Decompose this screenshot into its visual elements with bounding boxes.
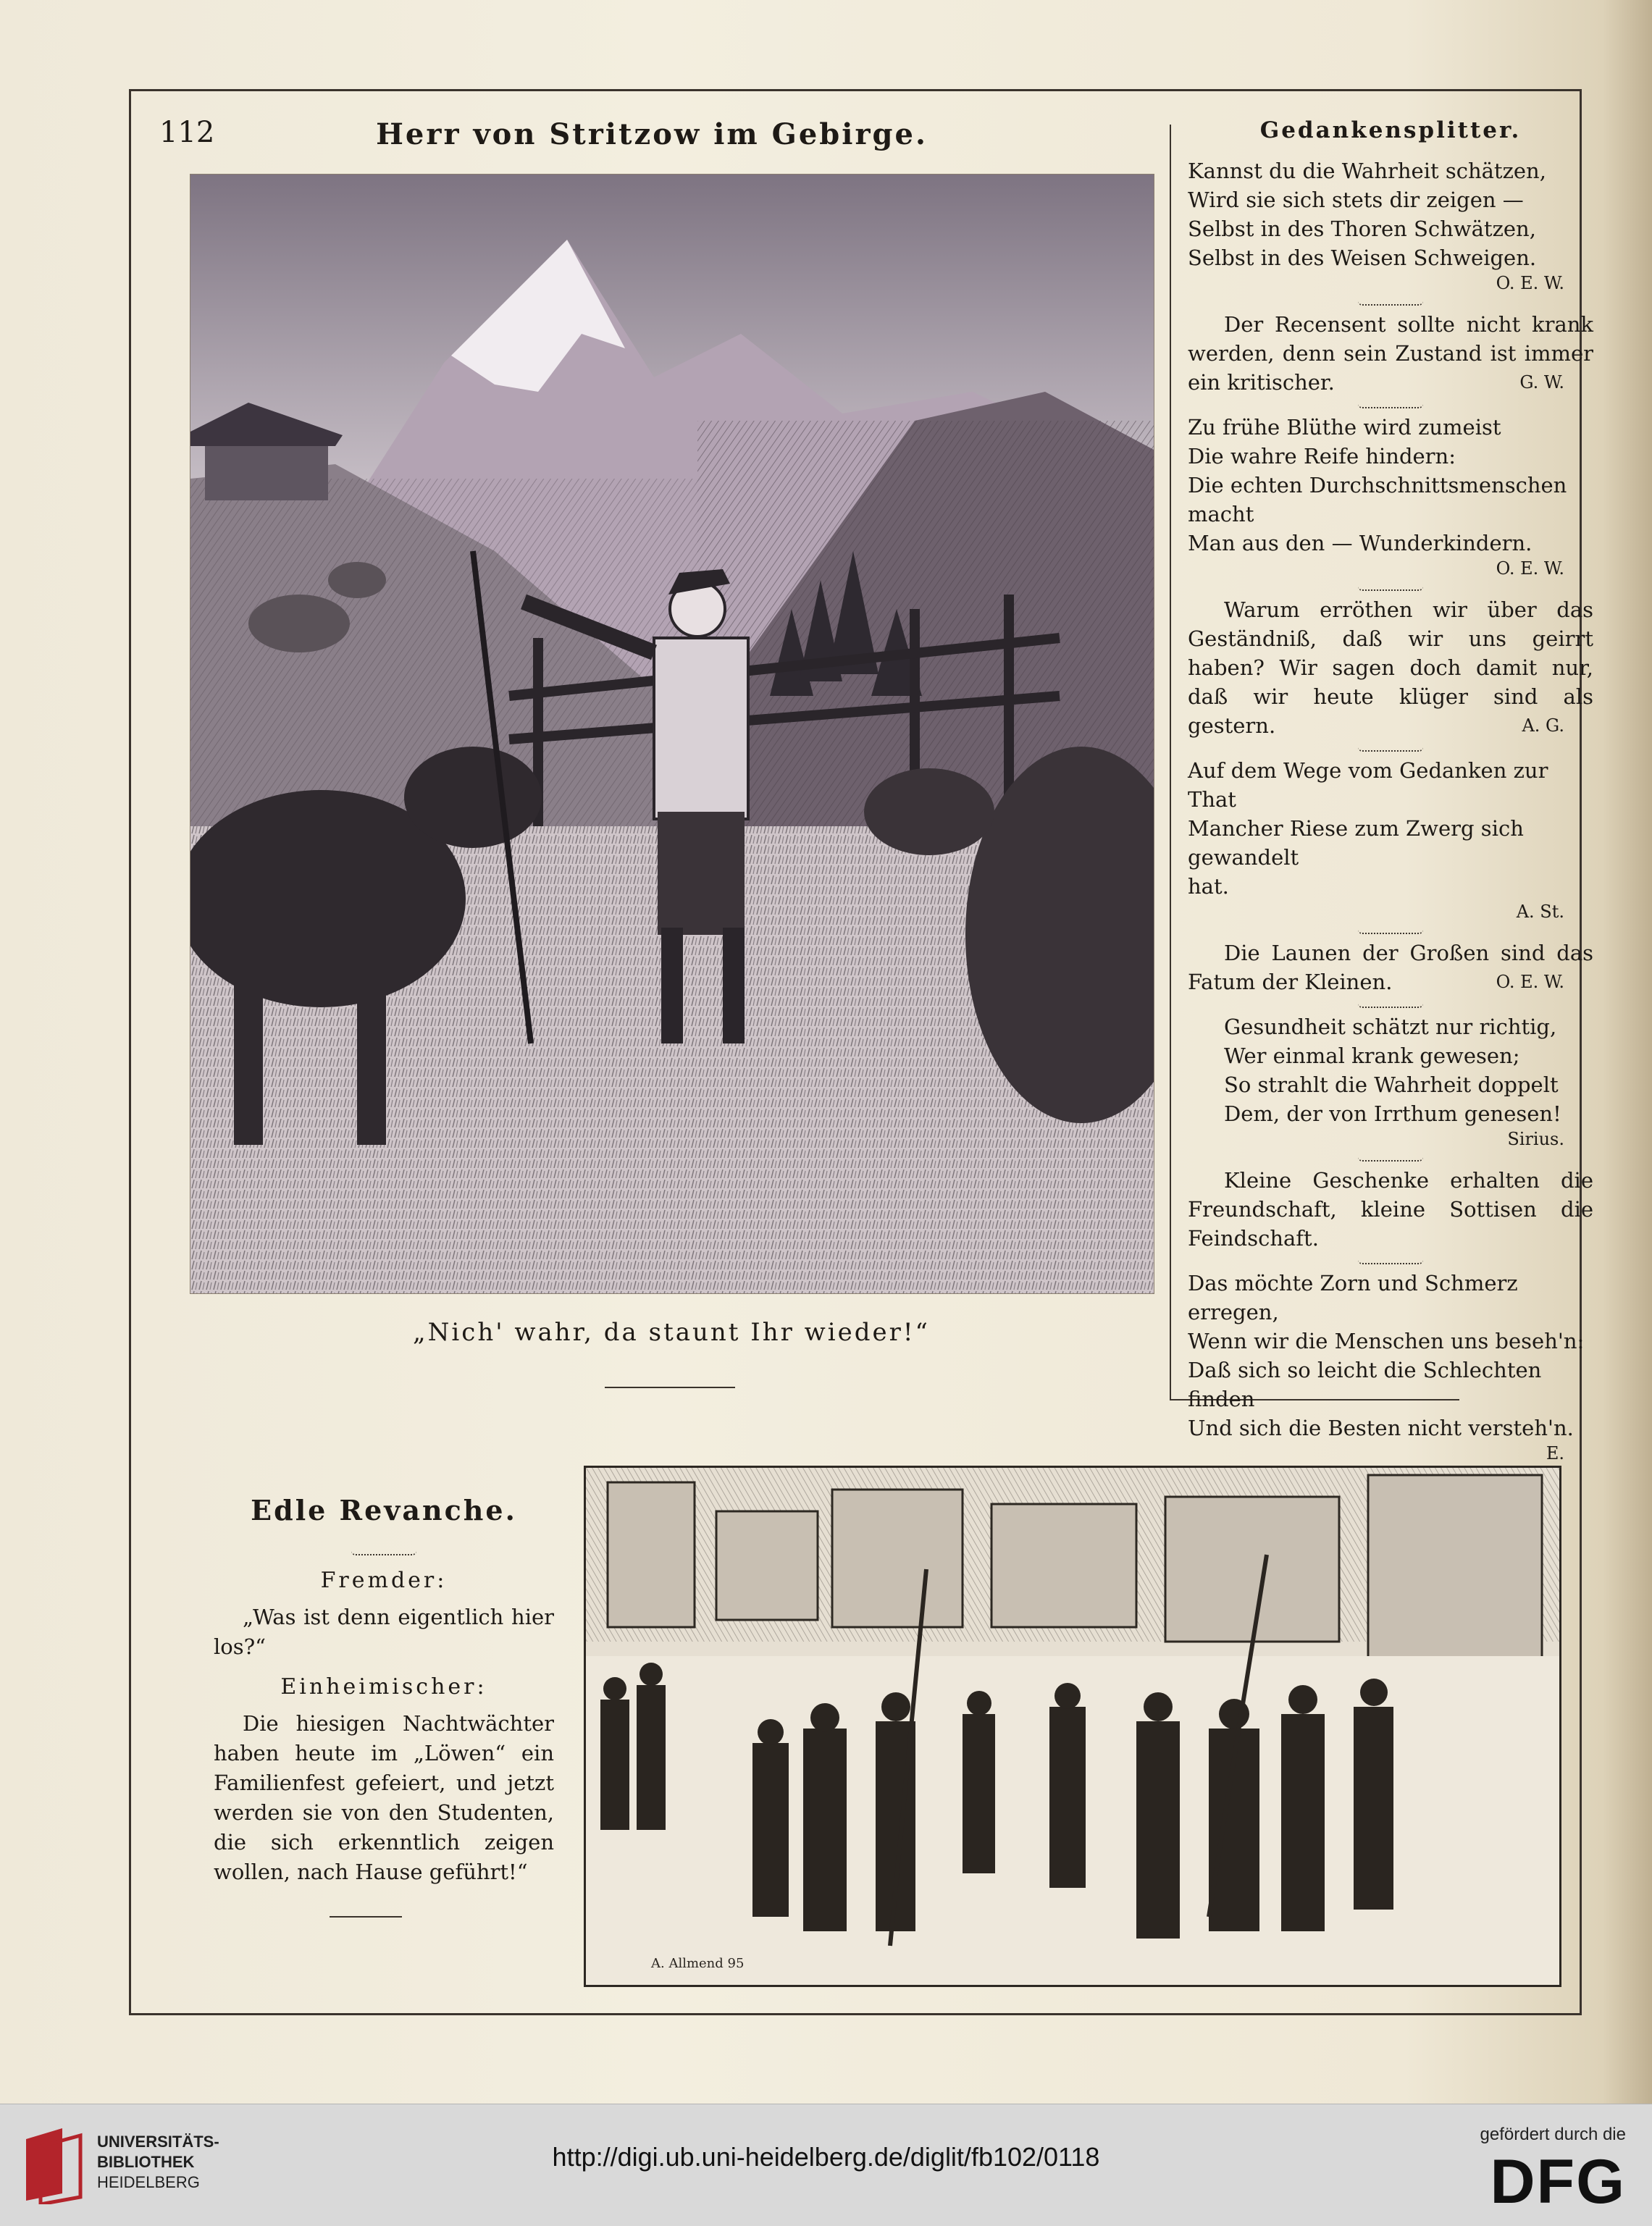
footer-bar — [0, 2104, 1652, 2226]
story-column — [214, 1495, 554, 1918]
aphorism-signature: O. E. W. — [1496, 558, 1564, 579]
ornament-divider — [1358, 999, 1423, 1008]
aphorism-8 — [1188, 1166, 1593, 1264]
funding-note: gefördert durch die — [1480, 2125, 1626, 2144]
aphorism-signature: G. W. — [1519, 372, 1564, 392]
aphorism-5 — [1188, 756, 1593, 934]
ornament-divider — [1358, 1153, 1423, 1162]
aphorism-text: Der Recensent sollte nicht krank werden, denn sein Zustand ist immer ein kritischer. G. W. — [1188, 310, 1593, 397]
aphorism-signature: Sirius. — [1507, 1129, 1564, 1149]
dialogue-line: Die hiesigen Nachtwächter haben heute im „Löwen“ ein Familienfest gefeiert, und jetzt werden sie von den Studenten, die sich erkenntlich zeigen wollen, nach Hause geführt!“ — [214, 1711, 554, 1884]
aphorism-7 — [1188, 1012, 1593, 1162]
aphorism-9 — [1188, 1269, 1593, 1464]
aphorism-text: Das möchte Zorn und Schmerz erregen, Wenn wir die Menschen uns beseh'n: Daß sich so leicht die Schlechten finden Und sich die Besten nicht versteh'n. — [1188, 1271, 1585, 1440]
ornament-divider — [351, 1547, 416, 1555]
illustration-street-scene — [584, 1466, 1561, 1987]
aphorism-heading: Gedankensplitter. — [1259, 117, 1522, 143]
aphorism-3 — [1188, 413, 1593, 591]
aphorism-text: Auf dem Wege vom Gedanken zur That Mancher Riese zum Zwerg sich gewandelt hat. — [1188, 758, 1548, 899]
library-name: UNIVERSITÄTS- BIBLIOTHEK HEIDELBERG — [97, 2133, 219, 2191]
ornament-divider — [1358, 582, 1423, 591]
source-url-link[interactable]: http://digi.ub.uni-heidelberg.de/diglit/fb102/0118 — [552, 2142, 1100, 2172]
illustration-caption: „Nich' wahr, da staunt Ihr wieder!“ — [413, 1318, 930, 1347]
aphorism-signature: E. — [1546, 1443, 1564, 1463]
aphorism-signature: A. G. — [1522, 715, 1564, 736]
aphorism-4 — [1188, 595, 1593, 752]
aphorism-text: Gesundheit schätzt nur richtig, Wer einmal krank gewesen; So strahlt die Wahrheit doppelt Dem, der von Irrthum genesen! — [1224, 1015, 1561, 1126]
aphorism-text: Zu frühe Blüthe wird zumeist Die wahre Reife hindern: Die echten Durchschnittsmenschen macht Man aus den — Wunderkindern. — [1188, 415, 1567, 555]
aphorism-column — [1188, 116, 1593, 1469]
ornament-divider — [1358, 297, 1423, 306]
ornament-divider — [1358, 925, 1423, 934]
aphorism-2 — [1188, 310, 1593, 408]
speaker-label: Einheimischer: — [280, 1674, 487, 1700]
page-number: 112 — [159, 116, 215, 149]
dialogue-line: „Was ist denn eigentlich hier los?“ — [214, 1605, 554, 1659]
illustration-mountain-scene — [190, 174, 1154, 1294]
story-title: Edle Revanche. — [251, 1494, 517, 1526]
hut — [205, 446, 328, 500]
ornament-divider — [1358, 743, 1423, 752]
artist-signature: A. Allmend 95 — [651, 1956, 745, 1971]
caption-rule — [605, 1387, 735, 1388]
aphorism-signature: A. St. — [1516, 902, 1564, 922]
aphorism-text: Kannst du die Wahrheit schätzen, Wird sie sich stets dir zeigen — Selbst in des Thoren Schwätzen, Selbst in des Weisen Schweigen. — [1188, 159, 1546, 270]
aphorism-text: Kleine Geschenke erhalten die Freundschaft, kleine Sottisen die Feindschaft. — [1188, 1168, 1593, 1251]
speaker-label: Fremder: — [320, 1568, 448, 1593]
aphorism-text: Die Launen der Großen sind das Fatum der Kleinen. O. E. W. — [1188, 938, 1593, 996]
end-rule — [330, 1916, 402, 1918]
aphorism-1 — [1188, 156, 1593, 306]
dfg-logo: DFG — [1490, 2147, 1626, 2217]
column-rule — [1170, 125, 1171, 1399]
aphorism-signature: O. E. W. — [1496, 273, 1564, 293]
ornament-divider — [1358, 400, 1423, 408]
running-head: Herr von Stritzow im Gebirge. — [376, 117, 928, 151]
aphorism-text: Warum erröthen wir über das Geständniß, daß wir uns geirrt haben? Wir sagen doch damit nur, daß wir heute klüger sind als gestern. A. G. — [1188, 595, 1593, 740]
ornament-divider — [1358, 1256, 1423, 1264]
aphorism-signature: O. E. W. — [1496, 972, 1564, 992]
aphorism-6 — [1188, 938, 1593, 1008]
